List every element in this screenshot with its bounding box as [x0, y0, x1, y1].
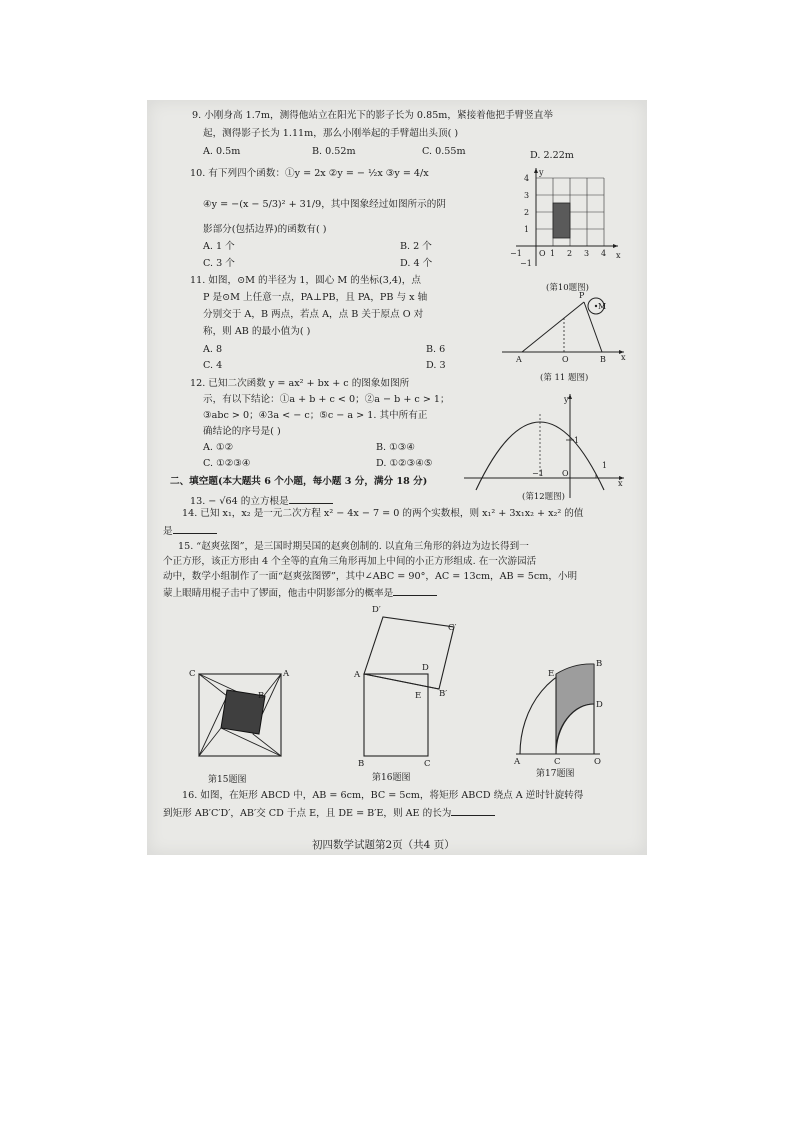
fig10-xtick-2: 2 [567, 249, 573, 258]
q15-line2: 个正方形，该正方形由 4 个全等的直角三角形再加上中间的小正方形组成. 在一次游园活 [163, 556, 537, 567]
q10-option-d: D. 4 个 [400, 258, 433, 269]
fig10-origin: O [539, 249, 546, 258]
fig12-label-origin: O [562, 469, 569, 478]
fig10-x-label: x [616, 251, 621, 260]
figure-11 [500, 288, 630, 386]
fig10-ytick-3: 3 [524, 191, 530, 200]
q14-line2 [163, 524, 217, 538]
fig11-label-a: A [516, 355, 522, 364]
q12-option-c: C. ①②③④ [203, 458, 251, 469]
fig16-label-a: A [354, 670, 361, 680]
fig16-caption: 第16题图 [372, 773, 411, 782]
fig12-label-x-one: 1 [602, 461, 608, 470]
q9-option-d: D. 2.22m [530, 150, 574, 161]
q12-option-a: A. ①② [203, 442, 234, 453]
fig11-label-b: B [600, 355, 606, 364]
q12-line2: 示，有以下结论：①a + b + c < 0；②a − b + c > 1； [203, 394, 450, 405]
fig15-label-b: B [258, 691, 265, 701]
q11-line2: P 是⊙M 上任意一点，PA⊥PB，且 PA，PB 与 x 轴 [203, 292, 428, 303]
shaded-region [553, 203, 570, 238]
fig12-label-x: x [618, 479, 623, 488]
q9-option-a: A. 0.5m [203, 146, 241, 157]
fig10-ytick-1: 1 [524, 225, 530, 234]
fig11-caption: (第 11 题图) [540, 373, 589, 383]
q14-stem-end: 是 [163, 526, 173, 537]
q15-stem-end: 蒙上眼睛用棍子击中了锣面，他击中阴影部分的概率是 [163, 588, 394, 599]
q12-line1: 12. 已知二次函数 y = ax² + bx + c 的图象如图所 [190, 378, 410, 389]
fig17-label-b: B [596, 659, 603, 669]
q9-line1: 9. 小刚身高 1.7m，测得他站立在阳光下的影子长为 0.85m，紧接着他把手臂竖直举 [192, 110, 553, 121]
q10-option-a: A. 1 个 [203, 241, 235, 252]
q12-line3: ③abc > 0；④3a < − c；⑤c − a > 1. 其中所有正 [203, 410, 428, 421]
fig16-label-d: D [422, 663, 429, 673]
q11-line1: 11. 如图，⊙M 的半径为 1，圆心 M 的坐标(3,4)，点 [190, 275, 421, 286]
fig17-label-c: C [554, 757, 561, 767]
q9-option-c: C. 0.55m [422, 146, 466, 157]
q15-line3: 动中，数学小组制作了一面“赵爽弦图锣”，其中∠ABC = 90°，AC = 13cm，AB = 5cm，小明 [163, 571, 578, 582]
q11-option-d: D. 3 [426, 360, 446, 371]
q16-answer-blank[interactable] [451, 806, 495, 816]
fig17-label-e: E [548, 669, 555, 679]
q14-answer-blank[interactable] [173, 524, 217, 534]
section2-heading: 二、填空题(本大题共 6 个小题，每小题 3 分，满分 18 分) [170, 476, 428, 487]
fig10-xtick-neg1: −1 [510, 249, 522, 258]
q12-option-b: B. ①③④ [376, 442, 415, 453]
fig10-xtick-1: 1 [550, 249, 556, 258]
fig11-label-x: x [621, 353, 626, 362]
q11-line4: 称，则 AB 的最小值为( ) [203, 326, 311, 337]
fig12-label-neg1: −1 [532, 469, 544, 478]
fig17-label-a: A [514, 757, 521, 767]
q13-stem: 13. − √64 的立方根是 [190, 496, 289, 507]
figure-16 [344, 600, 466, 782]
fig16-label-c: C [424, 759, 431, 769]
fig17-label-d: D [596, 700, 603, 710]
fig17-caption: 第17题图 [536, 769, 575, 779]
fig15-label-c: C [189, 669, 196, 679]
q16-line1: 16. 如图，在矩形 ABCD 中，AB = 6cm，BC = 5cm，将矩形 ABCD 绕点 A 逆时针旋转得 [182, 790, 584, 801]
q9-option-b: B. 0.52m [312, 146, 356, 157]
fig16-label-b-prime: B′ [439, 689, 448, 699]
q13-text [190, 494, 333, 508]
fig12-label-y: y [564, 395, 569, 404]
page-footer: 初四数学试题第2页（共4 页） [312, 839, 455, 851]
fig17-label-o: O [594, 757, 601, 767]
fig12-caption: (第12题图) [522, 492, 565, 502]
q10-line3: 影部分(包括边界)的函数有( ) [203, 224, 327, 235]
figure-12 [462, 390, 632, 504]
q13-answer-blank[interactable] [289, 494, 333, 504]
q10-option-c: C. 3 个 [203, 258, 235, 269]
fig10-ytick-neg1: −1 [520, 259, 532, 268]
fig16-label-c-prime: C′ [448, 623, 457, 633]
fig10-y-label: y [539, 168, 544, 177]
fig15-caption: 第15题图 [208, 775, 247, 785]
figure-15 [186, 662, 298, 788]
fig10-ytick-4: 4 [524, 174, 530, 183]
q10-line1: 10. 有下列四个函数：①y = 2x ②y = − ½x ③y = 4/x [190, 168, 429, 179]
q11-option-a: A. 8 [203, 344, 223, 355]
q15-line4 [163, 586, 437, 600]
q12-line4: 确结论的序号是( ) [203, 426, 281, 437]
q11-option-b: B. 6 [426, 344, 446, 355]
figure-17 [508, 652, 620, 782]
q11-line3: 分别交于 A，B 两点，若点 A，点 B 关于原点 O 对 [203, 309, 424, 320]
q14-line1: 14. 已知 x₁，x₂ 是一元二次方程 x² − 4x − 7 = 0 的两个实数根，则 x₁² + 3x₁x₂ + x₂² 的值 [182, 508, 584, 519]
fig12-label-one: 1 [574, 436, 580, 445]
fig16-label-d-prime: D′ [372, 605, 381, 615]
fig10-xtick-4: 4 [601, 249, 607, 258]
fig15-label-a: A [283, 669, 290, 679]
fig10-caption: (第10题图) [546, 283, 589, 293]
q12-option-d: D. ①②③④⑤ [376, 458, 433, 469]
fig10-xtick-3: 3 [584, 249, 590, 258]
q10-line2: ④y = −(x − 5/3)² + 31/9，其中图象经过如图所示的阴 [203, 199, 446, 210]
q16-stem-end: 到矩形 AB′C′D′，AB′交 CD 于点 E，且 DE = B′E，则 AE 的长为 [163, 808, 452, 819]
figure-10 [508, 166, 632, 296]
q15-answer-blank[interactable] [393, 586, 437, 596]
q11-option-c: C. 4 [203, 360, 223, 371]
fig11-label-p: P [579, 291, 585, 300]
fig11-label-m: M [598, 302, 607, 311]
q16-line2 [163, 806, 495, 820]
fig16-label-b: B [358, 759, 365, 769]
q9-line2: 起，测得影子长为 1.11m，那么小刚举起的手臂超出头顶( ) [203, 128, 459, 139]
fig16-label-e: E [415, 691, 422, 701]
fig11-label-o: O [562, 355, 569, 364]
q15-line1: 15. “赵爽弦图”，是三国时期吴国的赵爽创制的. 以直角三角形的斜边为边长得到一 [178, 541, 529, 552]
q10-option-b: B. 2 个 [400, 241, 432, 252]
fig10-ytick-2: 2 [524, 208, 530, 217]
